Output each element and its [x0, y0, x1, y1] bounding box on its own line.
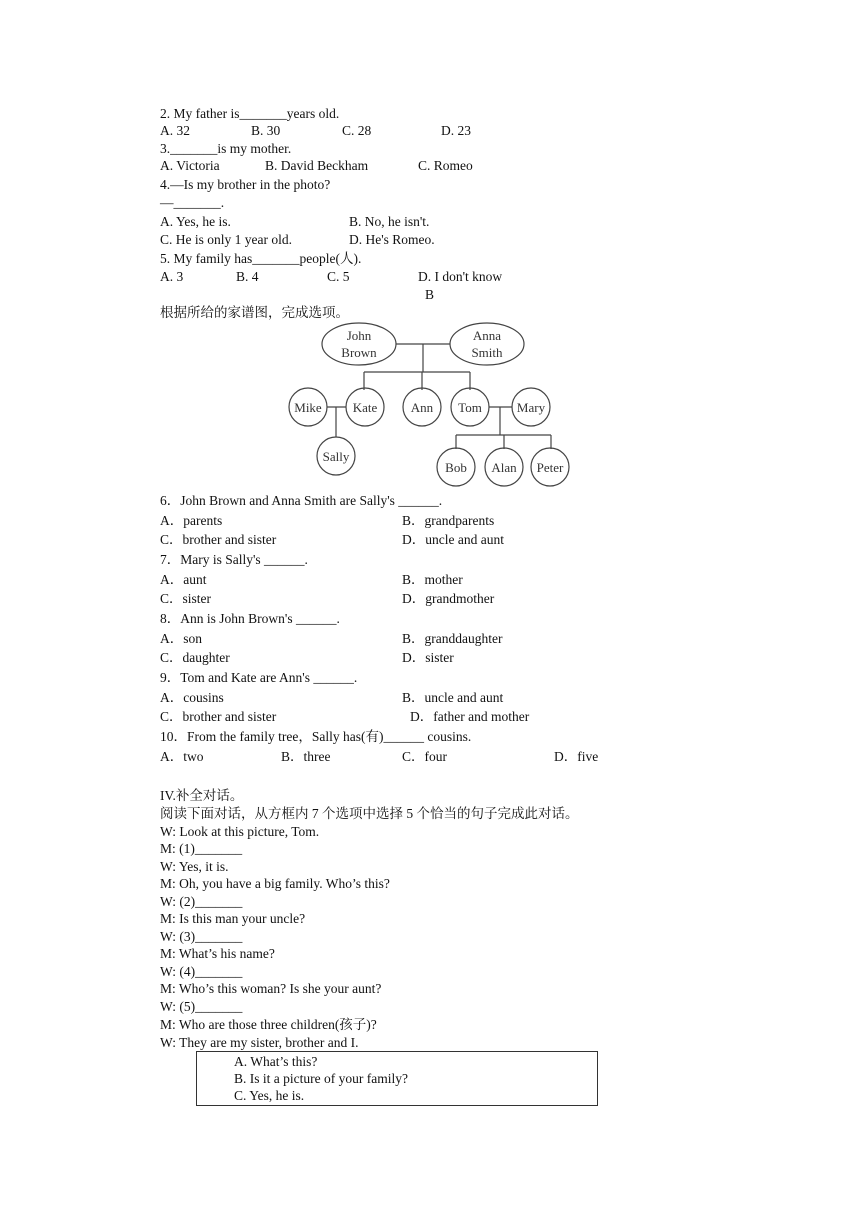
q7-stem: 7．Mary is Sally's ______. — [160, 552, 308, 567]
dialogue-line: W: Look at this picture, Tom. — [160, 824, 320, 839]
dialogue-line: W: They are my sister, brother and I. — [160, 1035, 359, 1050]
q6-stem: 6．John Brown and Anna Smith are Sally's ______. — [160, 493, 443, 508]
dialogue-line: M: Oh, you have a big family. Who’s this? — [160, 876, 390, 891]
dialogue-line: M: What’s his name? — [160, 946, 275, 961]
q9-option-b: B．uncle and aunt — [402, 690, 504, 705]
dialogue-line: M: Who are those three children(孩子)? — [160, 1017, 377, 1032]
q9-option-d: D．father and mother — [410, 709, 530, 724]
node-john-brown-line1: John — [346, 328, 372, 343]
q7-option-b: B．mother — [402, 572, 463, 587]
node-mike: Mike — [294, 400, 322, 415]
q6-option-b: B．grandparents — [402, 513, 495, 528]
node-ann: Ann — [410, 400, 434, 415]
q10-stem: 10．From the family tree，Sally has(有)______ cousins. — [160, 729, 472, 744]
q4-option-a: A. Yes, he is. — [160, 214, 231, 229]
q8-option-a: A．son — [160, 631, 203, 646]
node-mary: Mary — [516, 400, 546, 415]
q6-option-c: C．brother and sister — [160, 532, 277, 547]
q3-option-c: C. Romeo — [418, 158, 473, 173]
dialogue-line: M: Is this man your uncle? — [160, 911, 306, 926]
q9-option-c: C．brother and sister — [160, 709, 277, 724]
q4-stem: 4.—Is my brother in the photo? — [160, 177, 331, 192]
q4-option-b: B. No, he isn't. — [349, 214, 430, 229]
node-alan: Alan — [491, 460, 517, 475]
node-bob: Bob — [445, 460, 467, 475]
dialogue-line: M: Who’s this woman? Is she your aunt? — [160, 981, 382, 996]
q7-option-d: D．grandmother — [402, 591, 495, 606]
node-kate: Kate — [352, 400, 378, 415]
q3-option-a: A. Victoria — [160, 158, 220, 173]
option-a: A. What’s this? — [234, 1054, 318, 1069]
q5-stem: 5. My family has_______people(人). — [160, 251, 362, 266]
q4-blank: —_______. — [160, 195, 225, 210]
q4-option-d: D. He's Romeo. — [349, 232, 435, 247]
option-c: C. Yes, he is. — [234, 1088, 305, 1103]
q2-option-a: A. 32 — [160, 123, 190, 138]
q2-option-c: C. 28 — [342, 123, 372, 138]
q5-option-c: C. 5 — [327, 269, 350, 284]
node-anna-smith-line1: Anna — [472, 328, 502, 343]
node-john-brown-line2: Brown — [341, 345, 377, 360]
node-tom: Tom — [458, 400, 482, 415]
q3-stem: 3._______is my mother. — [160, 141, 292, 156]
section-b-instruction: 根据所给的家谱图，完成选项。 — [160, 305, 349, 320]
dialogue-line: W: Yes, it is. — [160, 859, 229, 874]
q5-option-a: A. 3 — [160, 269, 184, 284]
q8-option-c: C．daughter — [160, 650, 230, 665]
q5-option-b: B. 4 — [236, 269, 259, 284]
q2-option-d: D. 23 — [441, 123, 471, 138]
node-peter: Peter — [536, 460, 564, 475]
dialogue-line: M: (1)_______ — [160, 841, 243, 856]
q5-option-d: D. I don't know — [418, 269, 503, 284]
q2-stem: 2. My father is_______years old. — [160, 106, 340, 121]
q8-option-d: D．sister — [402, 650, 454, 665]
q3-option-b: B. David Beckham — [265, 158, 369, 173]
q10-option-a: A．two — [160, 749, 204, 764]
q9-option-a: A．cousins — [160, 690, 224, 705]
node-sally: Sally — [322, 449, 350, 464]
q10-option-b: B．three — [281, 749, 331, 764]
section-iv-instruction: 阅读下面对话，从方框内 7 个选项中选择 5 个恰当的句子完成此对话。 — [160, 806, 579, 821]
q4-option-c: C. He is only 1 year old. — [160, 232, 292, 247]
q7-option-c: C．sister — [160, 591, 212, 606]
q10-option-c: C．four — [402, 749, 447, 764]
q10-option-d: D．five — [554, 749, 599, 764]
dialogue-line: W: (2)_______ — [160, 894, 243, 909]
q8-stem: 8．Ann is John Brown's ______. — [160, 611, 340, 626]
dialogue-line: W: (4)_______ — [160, 964, 243, 979]
q7-option-a: A．aunt — [160, 572, 207, 587]
section-b-label: B — [425, 287, 435, 302]
node-anna-smith-line2: Smith — [471, 345, 503, 360]
q8-option-b: B．granddaughter — [402, 631, 503, 646]
q6-option-a: A．parents — [160, 513, 223, 528]
option-b: B. Is it a picture of your family? — [234, 1071, 408, 1086]
dialogue-line: W: (3)_______ — [160, 929, 243, 944]
q9-stem: 9．Tom and Kate are Ann's ______. — [160, 670, 358, 685]
q6-option-d: D．uncle and aunt — [402, 532, 504, 547]
dialogue-line: W: (5)_______ — [160, 999, 243, 1014]
q2-option-b: B. 30 — [251, 123, 281, 138]
section-iv-heading: IV.补全对话。 — [160, 788, 244, 803]
